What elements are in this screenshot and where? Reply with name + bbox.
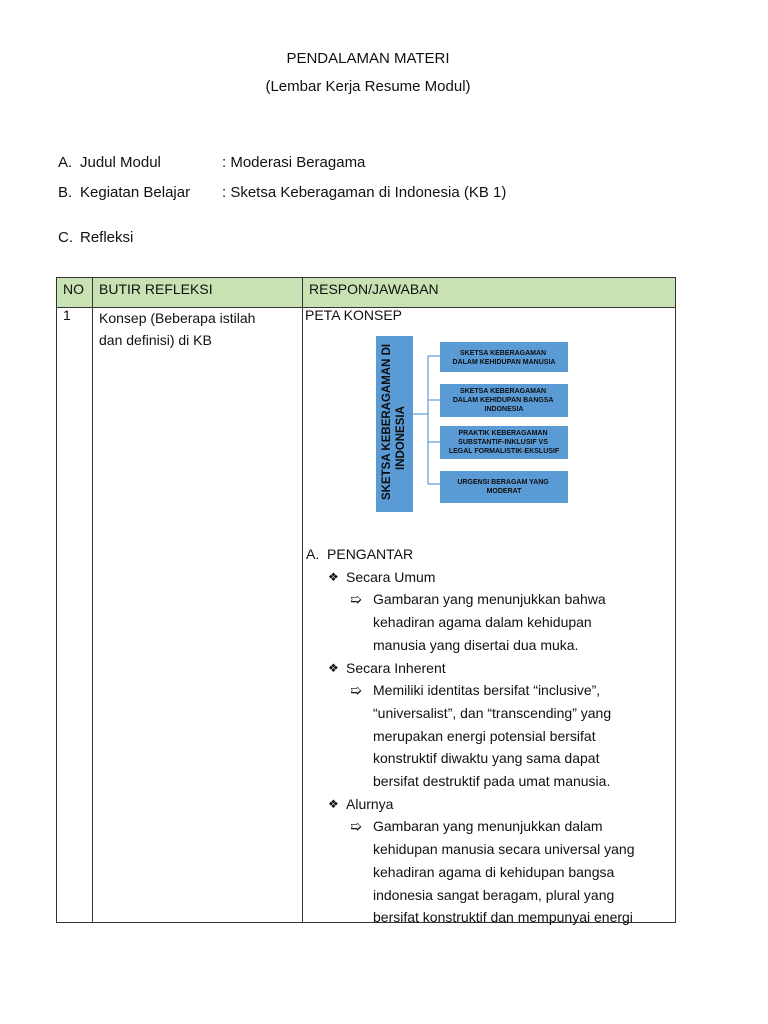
row-number: 1 xyxy=(63,307,71,323)
subsection-heading xyxy=(306,566,669,589)
paragraph-line: kehidupan manusia secara universal yang xyxy=(373,841,635,858)
section-title: PENGANTAR xyxy=(327,546,414,562)
pengantar-section xyxy=(306,543,669,929)
subsection-title: Secara Umum xyxy=(346,568,436,585)
info-letter: C. xyxy=(58,229,73,246)
column-divider xyxy=(92,278,93,922)
diamond-bullet-icon: ❖ xyxy=(328,660,339,675)
info-key: Kegiatan Belajar xyxy=(80,184,191,201)
section-heading xyxy=(306,543,669,566)
concept-branch-label: SKETSA KEBERAGAMAN DALAM KEHIDUPAN MANUSIA xyxy=(452,350,556,366)
paragraph-line: konstruktif diwaktu yang sama dapat xyxy=(373,750,600,767)
butir-line: Konsep (Beberapa istilah xyxy=(99,310,256,326)
diamond-bullet-icon: ❖ xyxy=(328,796,339,811)
subsection-paragraph xyxy=(306,815,669,929)
concept-branch-label: URGENSI BERAGAM YANG MODERAT xyxy=(457,479,549,495)
info-row-refleksi xyxy=(58,229,133,246)
paragraph-line: Memiliki identitas bersifat “inclusive”, xyxy=(373,682,601,699)
info-row-kegiatan-belajar xyxy=(58,184,506,201)
concept-branch-label: SKETSA KEBERAGAMAN DALAM KEHIDUPAN BANGSA INDONESIA xyxy=(452,388,554,413)
butir-refleksi-cell xyxy=(99,307,255,351)
page-title: PENDALAMAN MATERI xyxy=(286,50,450,67)
concept-map-svg xyxy=(374,334,570,512)
concept-branch-box xyxy=(440,471,568,503)
main-label-line1: SKETSA KEBERAGAMAN DI xyxy=(381,343,393,500)
info-letter: B. xyxy=(58,184,73,201)
info-letter: A. xyxy=(58,154,73,171)
subsection-heading xyxy=(306,793,669,816)
paragraph-line: bersifat destruktif pada umat manusia. xyxy=(373,773,611,790)
paragraph-line: manusia yang disertai dua muka. xyxy=(373,636,579,653)
column-divider xyxy=(302,278,303,922)
header-respon-jawaban: RESPON/JAWABAN xyxy=(309,281,439,297)
paragraph-line: “universalist”, dan “transcending” yang xyxy=(373,704,612,721)
info-value: : Moderasi Beragama xyxy=(222,154,366,171)
subsection-title: Secara Inherent xyxy=(346,659,446,676)
butir-line: dan definisi) di KB xyxy=(99,332,212,348)
peta-konsep-label: PETA KONSEP xyxy=(305,307,402,323)
subsection-paragraph xyxy=(306,588,669,656)
paragraph-line: kehadiran agama dalam kehidupan xyxy=(373,614,592,631)
info-value: : Sketsa Keberagaman di Indonesia (KB 1) xyxy=(222,184,507,201)
paragraph-line: kehadiran agama di kehidupan bangsa xyxy=(373,863,615,880)
main-label-line2: INDONESIA xyxy=(395,406,407,470)
header-no: NO xyxy=(63,281,84,297)
paragraph-line: Gambaran yang menunjukkan dalam xyxy=(373,818,603,835)
arrow-bullet-icon: ➯ xyxy=(350,591,362,608)
concept-map xyxy=(374,334,570,512)
page-subtitle: (Lembar Kerja Resume Modul) xyxy=(265,78,471,95)
subsection-title: Alurnya xyxy=(346,795,394,812)
concept-branch-box xyxy=(440,342,568,372)
diamond-bullet-icon: ❖ xyxy=(328,569,339,584)
header-butir-refleksi: BUTIR REFLEKSI xyxy=(99,281,213,297)
concept-branch-label: PRAKTIK KEBERAGAMAN SUBSTANTIF-INKLUSIF VS LEGAL FORMALISTIK-EKSLUSIF xyxy=(448,430,560,455)
subsection-paragraph xyxy=(306,679,669,793)
subsection-heading xyxy=(306,657,669,680)
info-key: Refleksi xyxy=(80,229,134,246)
paragraph-line: merupakan energi potensial bersifat xyxy=(373,727,596,744)
info-row-judul-modul xyxy=(58,154,365,171)
paragraph-line: bersifat konstruktif dan mempunyai energi xyxy=(373,909,633,926)
paragraph-line: indonesia sangat beragam, plural yang xyxy=(373,886,615,903)
arrow-bullet-icon: ➯ xyxy=(350,682,362,699)
arrow-bullet-icon: ➯ xyxy=(350,818,362,835)
section-label: A. xyxy=(306,546,320,562)
info-key: Judul Modul xyxy=(80,154,161,171)
paragraph-line: Gambaran yang menunjukkan bahwa xyxy=(373,591,606,608)
